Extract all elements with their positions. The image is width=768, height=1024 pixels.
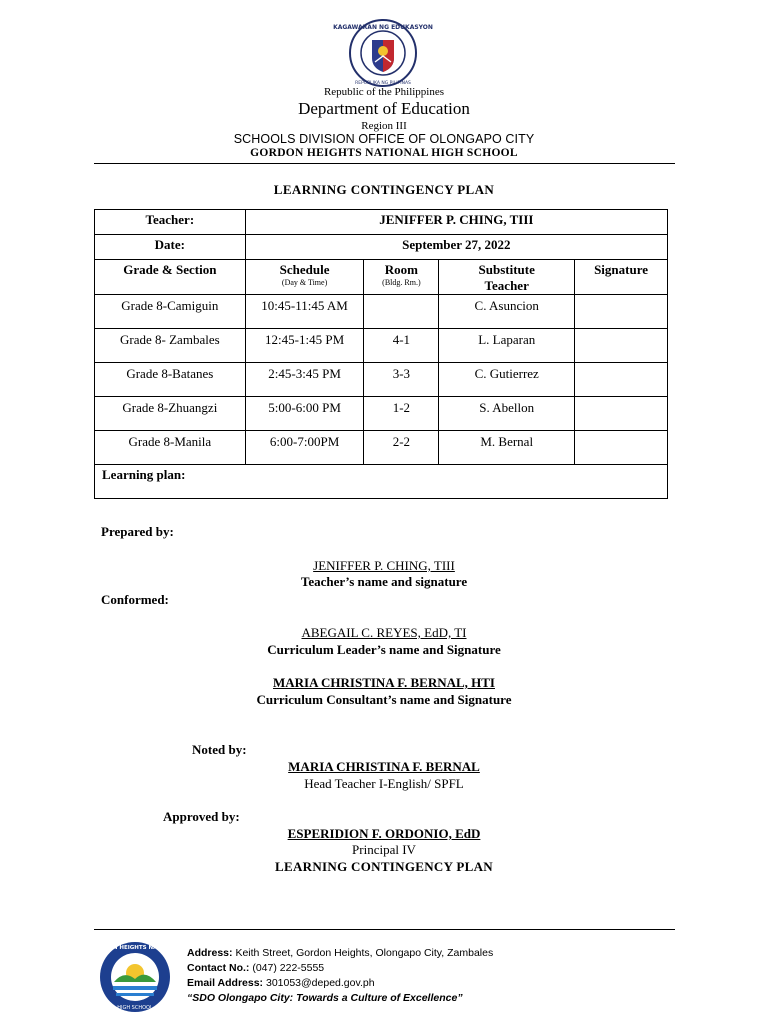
room-cell: 2-2 bbox=[364, 431, 439, 465]
document-title: LEARNING CONTINGENCY PLAN bbox=[273, 182, 495, 197]
signature-cell bbox=[575, 363, 668, 397]
date-row bbox=[95, 235, 668, 260]
curriculum-leader-name: ABEGAIL C. REYES, EdD, TI bbox=[301, 625, 467, 640]
col-room bbox=[364, 260, 439, 295]
curriculum-leader-role: Curriculum Leader’s name and Signature bbox=[267, 642, 501, 657]
contingency-plan-table bbox=[94, 209, 668, 499]
signature-cell bbox=[575, 431, 668, 465]
schedule-cell: 12:45-1:45 PM bbox=[245, 329, 364, 363]
deped-seal-icon bbox=[333, 18, 433, 88]
schedule-cell: 5:00-6:00 PM bbox=[245, 397, 364, 431]
learning-plan-label: Learning plan: bbox=[95, 465, 668, 499]
substitute-cell: L. Laparan bbox=[439, 329, 575, 363]
noted-by-name: MARIA CHRISTINA F. BERNAL bbox=[288, 759, 480, 774]
division-line: SCHOOLS DIVISION OFFICE OF OLONGAPO CITY bbox=[233, 132, 535, 146]
room-cell: 3-3 bbox=[364, 363, 439, 397]
column-header-row bbox=[95, 260, 668, 295]
grade-cell: Grade 8-Manila bbox=[95, 431, 246, 465]
col-schedule bbox=[245, 260, 364, 295]
col-room-label: Room bbox=[384, 262, 418, 277]
address-label: Address: bbox=[187, 947, 233, 959]
prepared-by-role: Teacher’s name and signature bbox=[300, 574, 468, 589]
noted-by-role: Head Teacher I-English/ SPFL bbox=[304, 776, 464, 791]
noted-by-label: Noted by: bbox=[192, 742, 247, 757]
prepared-by-name: JENIFFER P. CHING, TIII bbox=[313, 558, 455, 573]
header-divider bbox=[94, 163, 675, 164]
grade-cell: Grade 8-Camiguin bbox=[95, 295, 246, 329]
col-substitute-line-1: Substitute bbox=[478, 262, 535, 277]
approved-by-name: ESPERIDION F. ORDONIO, EdD bbox=[287, 826, 481, 841]
col-substitute bbox=[439, 260, 575, 295]
contact-label: Contact No.: bbox=[187, 962, 250, 974]
address-value: Keith Street, Gordon Heights, Olongapo City, Zambales bbox=[235, 947, 494, 959]
svg-text:GORDON HEIGHTS NATIONAL: GORDON HEIGHTS NATIONAL bbox=[90, 945, 180, 951]
substitute-cell: M. Bernal bbox=[439, 431, 575, 465]
substitute-cell: C. Gutierrez bbox=[439, 363, 575, 397]
conformed-label: Conformed: bbox=[101, 592, 169, 607]
email-value[interactable]: 301053@deped.gov.ph bbox=[265, 977, 375, 989]
teacher-row bbox=[95, 210, 668, 235]
col-grade-section: Grade & Section bbox=[95, 260, 246, 295]
grade-cell: Grade 8-Batanes bbox=[95, 363, 246, 397]
schedule-cell: 10:45-11:45 AM bbox=[245, 295, 364, 329]
email-label: Email Address: bbox=[187, 977, 264, 989]
footer-contact bbox=[187, 946, 493, 1006]
room-cell: 1-2 bbox=[364, 397, 439, 431]
republic-line: Republic of the Philippines bbox=[323, 86, 445, 98]
school-name: GORDON HEIGHTS NATIONAL HIGH SCHOOL bbox=[250, 147, 518, 159]
schedule-cell: 6:00-7:00PM bbox=[245, 431, 364, 465]
approved-by-role: Principal IV bbox=[352, 842, 416, 857]
footer-divider bbox=[94, 929, 675, 930]
footer-contact-line bbox=[187, 961, 493, 976]
substitute-cell: S. Abellon bbox=[439, 397, 575, 431]
svg-text:REPUBLIKA NG PILIPINAS: REPUBLIKA NG PILIPINAS bbox=[355, 81, 411, 86]
approved-by-label: Approved by: bbox=[163, 809, 240, 824]
date-value: September 27, 2022 bbox=[245, 235, 667, 260]
curriculum-consultant-role: Curriculum Consultant’s name and Signature bbox=[256, 692, 512, 707]
region-line: Region III bbox=[361, 120, 407, 132]
date-label: Date: bbox=[95, 235, 246, 260]
col-schedule-label: Schedule bbox=[279, 262, 330, 277]
teacher-value: JENIFFER P. CHING, TIII bbox=[245, 210, 667, 235]
table-row bbox=[95, 295, 668, 329]
table-row bbox=[95, 431, 668, 465]
footer-motto: “SDO Olongapo City: Towards a Culture of Excellence” bbox=[187, 992, 463, 1004]
grade-cell: Grade 8- Zambales bbox=[95, 329, 246, 363]
table-row bbox=[95, 329, 668, 363]
col-substitute-line-2: Teacher bbox=[484, 278, 529, 293]
room-cell bbox=[364, 295, 439, 329]
col-room-sub: (Bldg. Rm.) bbox=[382, 278, 421, 287]
grade-cell: Grade 8-Zhuangzi bbox=[95, 397, 246, 431]
signature-cell bbox=[575, 295, 668, 329]
school-seal-icon bbox=[90, 940, 180, 1014]
signature-cell bbox=[575, 329, 668, 363]
substitute-cell: C. Asuncion bbox=[439, 295, 575, 329]
table-row bbox=[95, 363, 668, 397]
svg-text:HIGH SCHOOL: HIGH SCHOOL bbox=[117, 1005, 153, 1011]
learning-plan-row bbox=[95, 465, 668, 499]
col-signature: Signature bbox=[575, 260, 668, 295]
closing-title: LEARNING CONTINGENCY PLAN bbox=[275, 859, 493, 874]
prepared-by-label: Prepared by: bbox=[101, 524, 174, 539]
schedule-cell: 2:45-3:45 PM bbox=[245, 363, 364, 397]
curriculum-consultant-name: MARIA CHRISTINA F. BERNAL, HTI bbox=[272, 675, 495, 690]
footer-email bbox=[187, 976, 493, 991]
contact-value: (047) 222-5555 bbox=[252, 962, 325, 974]
signature-cell bbox=[575, 397, 668, 431]
footer-address bbox=[187, 946, 493, 961]
room-cell: 4-1 bbox=[364, 329, 439, 363]
table-row bbox=[95, 397, 668, 431]
department-line: Department of Education bbox=[298, 99, 470, 118]
teacher-label: Teacher: bbox=[95, 210, 246, 235]
svg-text:KAGAWARAN NG EDUKASYON: KAGAWARAN NG EDUKASYON bbox=[333, 24, 433, 31]
col-schedule-sub: (Day & Time) bbox=[281, 278, 328, 287]
